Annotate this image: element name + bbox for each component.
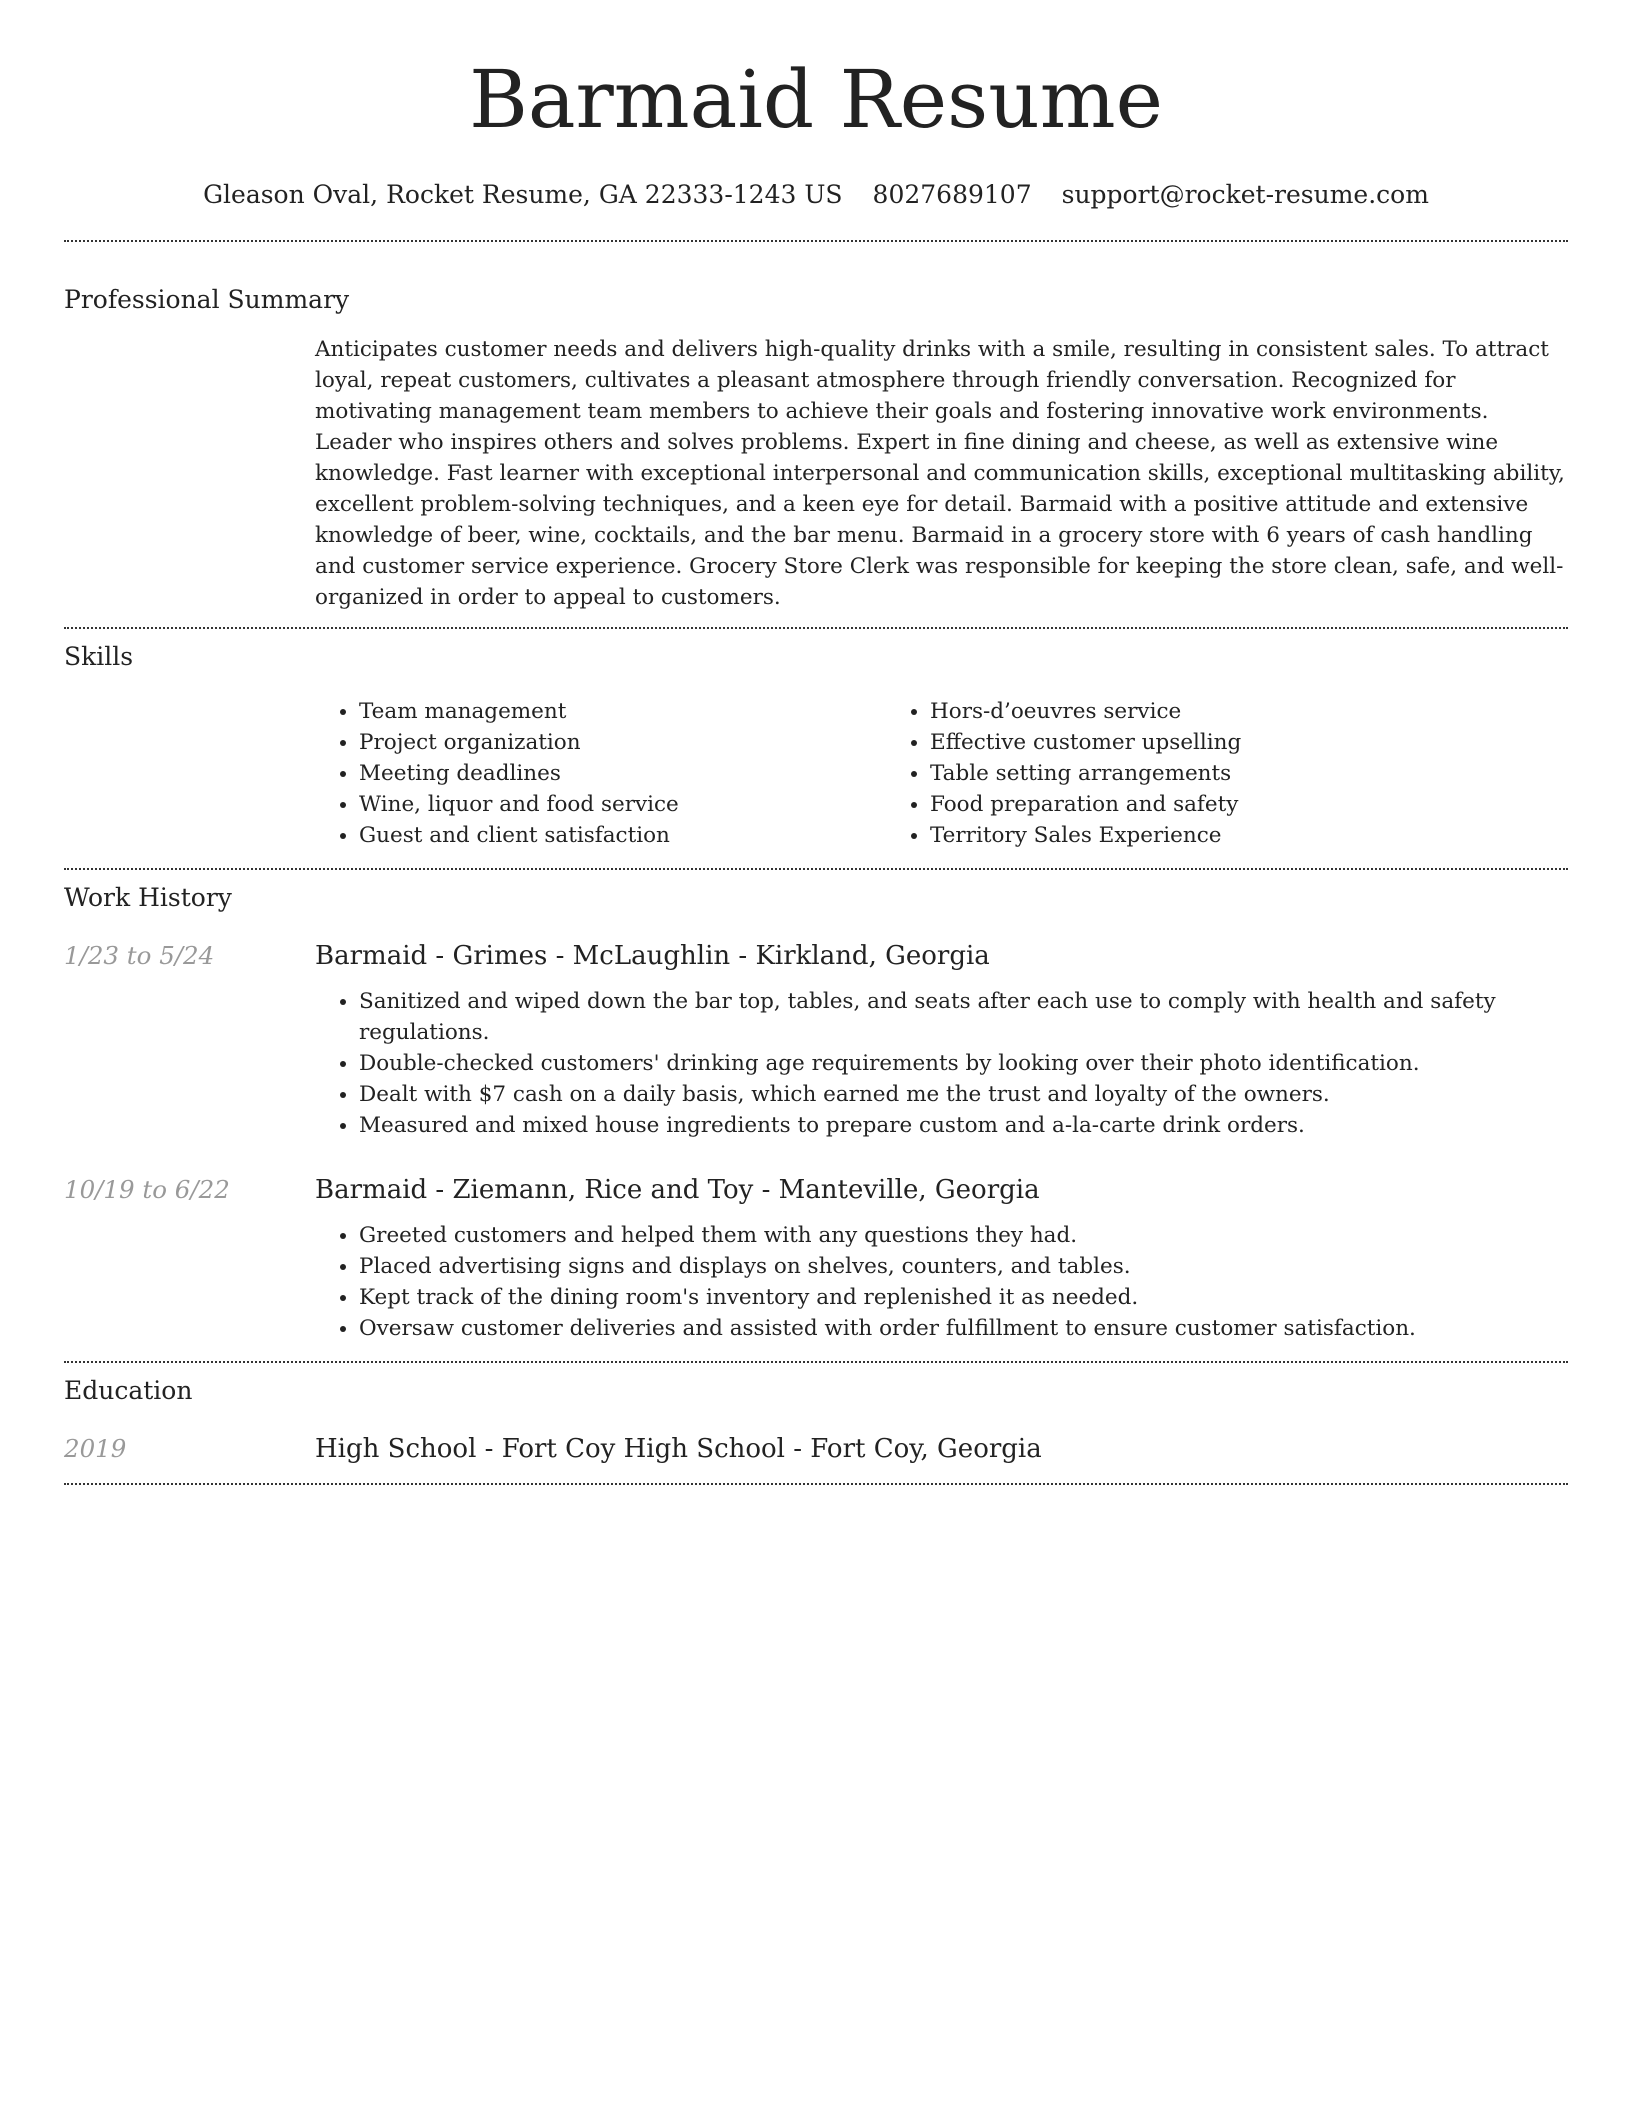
skills-grid [315,696,1568,851]
work-history-section [64,883,1568,1344]
summary-text: Anticipates customer needs and delivers high-quality drinks with a smile, resulting in consistent sales. To attract loyal, repeat customers, cultivates a pleasant atmosphere through friendly conversation. Recognized for motivating management team members to achieve their goals and fostering innovative work environments. Leader who inspires others and solves problems. Expert in fine dining and cheese, as well as extensive wine knowledge. Fast learner with exceptional interpersonal and communication skills, exceptional multitasking ability, excellent problem-solving techniques, and a keen eye for detail. Barmaid with a positive attitude and extensive knowledge of beer, wine, cocktails, and the bar menu. Barmaid in a grocery store with 6 years of cash handling and customer service experience. Grocery Store Clerk was responsible for keeping the store clean, safe, and well-organized in order to appeal to customers. [315,337,1565,610]
job-bullet: • Sanitized and wiped down the bar top, tables, and seats after each use to comply with health and safety regulations. [359,986,1568,1048]
skill-item: • Table setting arrangements [930,758,1241,789]
contact-email: support@rocket-resume.com [1061,180,1429,209]
skill-item: • Territory Sales Experience [930,820,1241,851]
skill-item: • Guest and client satisfaction [359,820,886,851]
education-entry [64,1434,1568,1464]
job-bullet: • Oversaw customer deliveries and assisted with order fulfillment to ensure customer satisfaction. [359,1313,1568,1344]
divider [64,1361,1568,1363]
education-title: High School - Fort Coy High School - Fort Coy, Georgia [315,1434,1042,1464]
job-bullet: • Kept track of the dining room's inventory and replenished it as needed. [359,1282,1568,1313]
job-dates: 1/23 to 5/24 [64,941,215,970]
skills-section [64,642,1568,851]
section-title-work: Work History [64,883,232,912]
section-title-summary: Professional Summary [64,285,350,314]
skill-item: • Project organization [359,727,886,758]
skill-item: • Team management [359,696,886,727]
job-bullet: • Placed advertising signs and displays on shelves, counters, and tables. [359,1251,1568,1282]
job-bullets [315,986,1568,1141]
job-bullet: • Measured and mixed house ingredients to prepare custom and a-la-carte drink orders. [359,1110,1568,1141]
skill-item: • Effective customer upselling [930,727,1241,758]
job-title: Barmaid - Grimes - McLaughlin - Kirkland, Georgia [315,941,990,971]
resume-title: Barmaid Resume [469,53,1163,146]
divider [64,868,1568,870]
contact-phone: 8027689107 [872,180,1032,209]
divider [64,240,1568,242]
summary-body [315,334,1568,613]
contact-address: Gleason Oval, Rocket Resume, GA 22333-1243 US [203,180,843,209]
summary-section [64,285,1568,613]
skill-item: • Meeting deadlines [359,758,886,789]
skill-item: • Wine, liquor and food service [359,789,886,820]
job-bullets [315,1220,1568,1344]
job-header [64,1175,1568,1205]
job-entry [64,941,1568,1141]
job-bullet: • Dealt with $7 cash on a daily basis, which earned me the trust and loyalty of the owners. [359,1079,1568,1110]
job-bullet: • Double-checked customers' drinking age requirements by looking over their photo identification. [359,1048,1568,1079]
skill-item: • Hors-d’oeuvres service [930,696,1241,727]
divider [64,627,1568,629]
job-title: Barmaid - Ziemann, Rice and Toy - Manteville, Georgia [315,1175,1040,1205]
section-title-education: Education [64,1376,193,1405]
resume-header [64,0,1568,210]
divider [64,1483,1568,1485]
job-header [64,941,1568,971]
job-bullet: • Greeted customers and helped them with any questions they had. [359,1220,1568,1251]
contact-line [64,180,1568,210]
education-section [64,1376,1568,1464]
skills-column-left [315,696,886,851]
education-year: 2019 [64,1434,127,1463]
job-entry [64,1175,1568,1344]
job-dates: 10/19 to 6/22 [64,1175,230,1204]
skills-column-right [886,696,1241,851]
section-title-skills: Skills [64,642,134,671]
skill-item: • Food preparation and safety [930,789,1241,820]
